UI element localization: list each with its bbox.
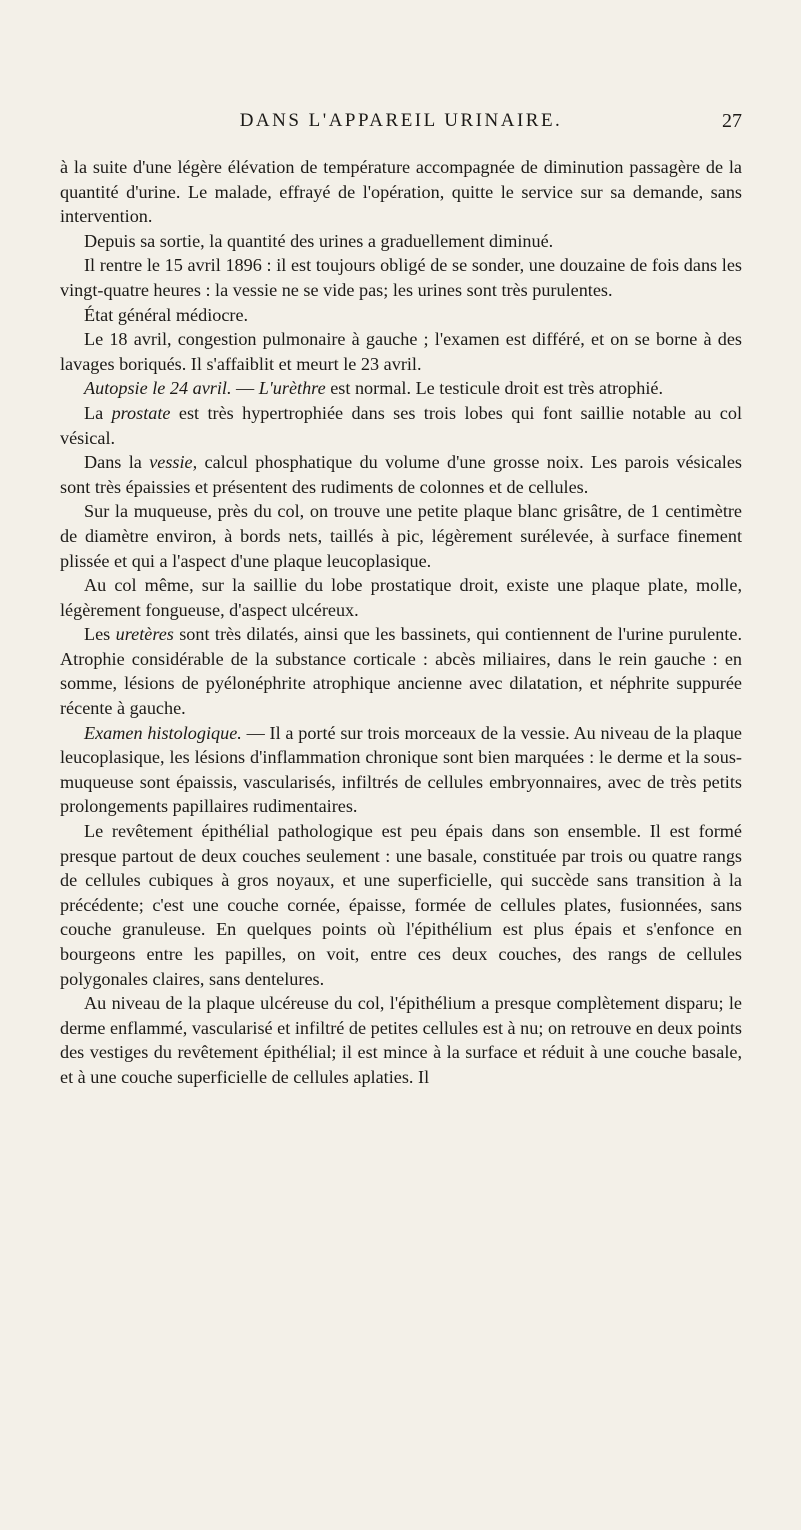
paragraph-text: Il rentre le 15 avril 1896 : il est toujours obligé de se sonder, une douzaine de fois dans les vingt-quatre heures : la vessie ne se vide pas; les urines sont très purulentes.	[60, 255, 742, 300]
paragraph	[60, 622, 742, 720]
paragraph-text: État général médiocre.	[84, 304, 249, 325]
paragraph-text: Au niveau de la plaque ulcéreuse du col, l'épithélium a presque complètement disparu; le derme enflammé, vascularisé et infiltré de petites cellules est à nu; on retrouve en deux points des vestiges du revêtement épithélial; il est mince à la surface et réduit à une couche basale, et à une couche superficielle de cellules aplaties. Il	[60, 993, 742, 1087]
italic-text: prostate	[111, 402, 171, 423]
paragraph	[60, 327, 742, 376]
paragraph	[60, 819, 742, 991]
running-head: DANS L'APPAREIL URINAIRE.	[239, 110, 563, 131]
paragraph-text: —	[231, 378, 259, 399]
paragraph	[60, 450, 742, 499]
paragraph	[60, 991, 742, 1089]
paragraph	[60, 303, 742, 328]
italic-text: vessie,	[149, 452, 198, 473]
paragraph-text: Le 18 avril, congestion pulmonaire à gauche ; l'examen est différé, et on se borne à des lavages boriqués. Il s'affaiblit et meurt le 23 avril.	[60, 329, 742, 374]
paragraph-text: Les	[84, 624, 116, 645]
paragraph-text: Au col même, sur la saillie du lobe prostatique droit, existe une plaque plate, molle, légèrement fongueuse, d'aspect ulcéreux.	[60, 575, 742, 620]
paragraph	[60, 573, 742, 622]
paragraph-text: est normal. Le testicule droit est très atrophié.	[325, 378, 664, 399]
paragraph-text: est très hypertrophiée dans ses trois lobes qui font saillie notable au col vésical.	[60, 402, 742, 448]
paragraph-text: — Il a porté sur trois morceaux de la vessie. Au niveau de la plaque leucoplasique, les lésions d'inflammation chronique sont bien marquées : le derme et la sous-muqueuse sont épaissis, vascularisés, infiltrés de cellules embryonnaires, avec de très petits prolongements papillaires rudimentaires.	[60, 722, 742, 817]
paragraph-text: La	[84, 402, 112, 423]
paragraph-text: sont très dilatés, ainsi que les bassinets, qui contiennent de l'urine purulente. Atrophie considérable de la substance corticale : abcès miliaires, dans le rein gauche : en somme, lésions de pyélonéphrite atrophique ancienne avec dilatation, et néphrite suppurée récente à gauche.	[60, 624, 742, 719]
paragraph	[60, 499, 742, 573]
paragraph	[60, 229, 742, 254]
paragraph	[60, 155, 742, 229]
body-text	[60, 155, 742, 1090]
page-header	[60, 110, 742, 140]
paragraph	[60, 401, 742, 450]
page-number: 27	[722, 110, 742, 132]
italic-text: Autopsie le 24 avril.	[84, 378, 232, 399]
paragraph	[60, 376, 742, 401]
paragraph	[60, 721, 742, 819]
paragraph-text: Sur la muqueuse, près du col, on trouve une petite plaque blanc grisâtre, de 1 centimètre de diamètre environ, à bords nets, taillés à pic, légèrement surélevée, à surface finement plissée et qui a l'aspect d'une plaque leucoplasique.	[60, 501, 742, 571]
paragraph-text: à la suite d'une légère élévation de température accompagnée de diminution passagère de la quantité d'urine. Le malade, effrayé de l'opération, quitte le service sur sa demande, sans intervention.	[60, 157, 742, 227]
paragraph-text: Dans la	[84, 452, 150, 473]
paragraph-text: calcul phosphatique du volume d'une grosse noix. Les parois vésicales sont très épaissies et présentent des rudiments de colonnes et de cellules.	[60, 452, 742, 497]
italic-text: Examen histologique.	[84, 722, 242, 743]
paragraph-text: Depuis sa sortie, la quantité des urines a graduellement diminué.	[84, 230, 554, 251]
italic-text: uretères	[115, 624, 174, 645]
italic-text: L'urèthre	[258, 378, 326, 399]
paragraph-text: Le revêtement épithélial pathologique est peu épais dans son ensemble. Il est formé presque partout de deux couches seulement : une basale, constituée par trois ou quatre rangs de cellules cubiques à gros noyaux, et une superficielle, qui succède sans transition à la précédente; c'est une couche cornée, épaisse, formée de cellules plates, fusionnées, sans couche granuleuse. En quelques points où l'épithélium est plus épais et s'enfonce en bourgeons entre les papilles, on voit, entre ces deux couches, des rangs de cellules polygonales claires, sans dentelures.	[60, 821, 742, 989]
paragraph	[60, 253, 742, 302]
